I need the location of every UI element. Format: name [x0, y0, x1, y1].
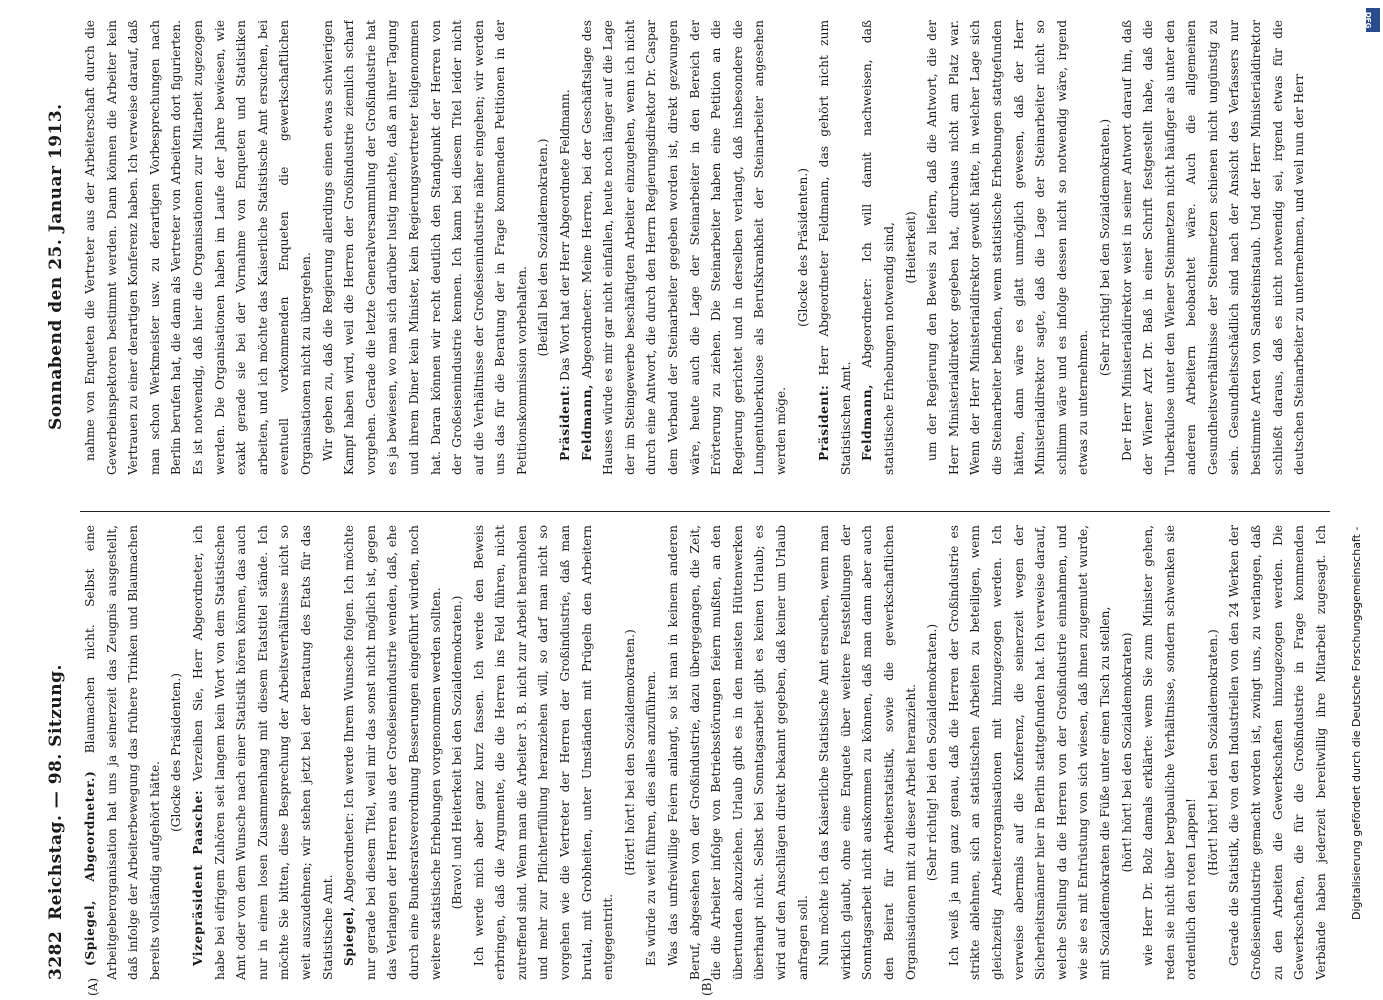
speaker-name: Spiegel,	[342, 906, 357, 966]
interjection-text: (Hört! hört! bei den Sozialdemokraten.)	[622, 629, 637, 876]
interjection-text: (Hört! hört! bei den Sozialdemokraten.)	[1205, 629, 1220, 876]
left-paragraph	[1224, 525, 1330, 980]
speaker-name: Präsident:	[558, 384, 573, 461]
left-paragraph	[620, 525, 642, 980]
margin-mark-a: (A)	[86, 977, 100, 996]
left-paragraph	[922, 525, 944, 980]
paragraph-text: nahme von Enqueten die Vertreter aus der Arbeiterschaft durch die Gewerbeinspektoren bestimmt werden. Dann können die Arbeiter kein Vertrauen zu einer derartigen Konferenz haben. Ich verweise darauf, daß man schon Werkmeister usw. zu derartigen Vorbesprechungen nach Berlin berufen hat, die dann als Vertreter von Arbeitern dort figurierten. Es ist notwendig, daß hier die Organisationen zur Mitarbeit zugezogen werden. Die Organisationen haben im Laufe der Jahre bewiesen, wie exakt gerade sie bei der Vornahme von Enqueten und Statistiken arbeiten, und ich möchte das Kaiserliche Statistische Amt ersuchen, bei eventuell vorkommenden Enqueten die gewerkschaftlichen Organisationen nicht zu übergehen.	[83, 20, 313, 475]
paragraph-text: Ich weiß ja nun ganz genau, daß die Herren der Großindustrie es strikte ablehnen, sich an statistischen Arbeiten zu beteiligen, wenn gleichzeitig Arbeiterorganisationen mit hinzugezogen werden. Ich verweise abermals auf die Konferenz, die seinerzeit wegen der Sicherheitsmänner hier in Berlin stattgefunden hat. Ich verweise darauf, welche Stellung da die Herren von der Großindustrie einnahmen, und wie sie es mit Entrüstung von sich wiesen, daß ihnen zugemutet wurde, mit Sozialdemokraten die Füße unter einen Tisch zu stellen,	[946, 525, 1112, 980]
left-paragraph	[188, 525, 339, 980]
left-paragraph	[663, 525, 814, 980]
left-paragraph	[1203, 525, 1225, 980]
paragraph-text: Verzeihen Sie, Herr Abgeordneter, ich habe bei eifrigem Zuhören seit langem kein Wort von dem Statistischen Amt oder von dem Wunsche nach einer Statistik hören können, das auch nur in einem losen Zusammenhang mit diesem Etatstitel stände. Ich möchte Sie bitten, diese Besprechung der Arbeitsverhältnisse nicht so weit auszudehnen; wir stehen jetzt bei der Beratung des Etats für das Statistische Amt.	[190, 525, 335, 980]
interjection-text: (Glocke des Präsidenten.)	[795, 167, 810, 328]
margin-mark-b: (B)	[700, 977, 714, 996]
right-paragraph	[555, 20, 577, 475]
header-date-right: Sonnabend den 25. Januar 1913.	[46, 103, 66, 430]
right-paragraph	[80, 20, 318, 475]
speaker-name: (Spiegel, Abgeordneter.)	[83, 770, 97, 966]
interjection-text: (Heiterkeit)	[903, 211, 918, 284]
paragraph-text: Wir geben zu, daß die Regierung allerdings einen etwas schwierigen Kampf haben wird, weil die Herren der Großindustrie ziemlich scharf vorgehen. Gerade die letzte Generalversammlung der Großindustrie hat es ja bewiesen, wo man sich darüber lustig machte, daß an ihrer Tagung und ihrem Diner kein Minister, kein Regierungsvertreter teilgenommen hat. Daran können wir recht deutlich den Standpunkt der Herren von der Großeisenindustrie kennen. Ich kann bei diesem Titel leider nicht auf die Verhältnisse der Großeisenindustrie näher eingehen; wir werden uns das für die Beratung der in Frage kommenden Petitionen in der Petitionskommission vorbehalten.	[320, 20, 529, 475]
right-paragraph	[533, 20, 555, 475]
left-paragraph	[1117, 525, 1139, 980]
left-paragraph	[814, 525, 922, 980]
text-column-left	[80, 525, 1330, 980]
paragraph-text: Gerade die Statistik, die von den Industriellen von den 24 Werken der Großeisenindustrie gemacht worden ist, zwingt uns, zu verlangen, daß zu den Arbeiten die Gewerkschaften hinzugezogen werden. Die Gewerkschaften, die für die Großindustrie in Frage kommenden Verbände haben jederzeit bereitwillig ihre Mitarbeit zugesagt. Ich	[1227, 525, 1328, 980]
speaker-name: Feldmann,	[579, 383, 594, 461]
paragraph-text: um der Regierung den Beweis zu liefern, daß die Antwort, die der Herr Ministerialdirektor gegeben hat, durchaus nicht am Platz war. Wenn der Herr Ministerialdirektor gewußt hätte, in welcher Lage sich die Steinarbeiter befinden, wenn statistische Erhebungen stattgefunden hätten, dann wäre es glatt unmöglich gewesen, daß der Herr Ministerialdirektor sagte, daß die Lage der Steinarbeiter nicht so schlimm wäre und es infolge dessen nicht so notwendig wäre, irgend etwas zu unternehmen.	[925, 20, 1091, 475]
right-paragraph	[901, 20, 923, 475]
paragraph-text: wie Herr Dr. Bolz damals erklärte: wenn Sie zum Minister gehen, reden sie nicht über bergbauliche Verhältnisse, sondern schwenken sie ordentlich den roten Lappen!	[1141, 525, 1199, 980]
text-column-right	[80, 20, 1330, 475]
paragraph-text: Der Herr Ministerialdirektor weist in seiner Antwort darauf hin, daß der Wiener Arzt Dr. Baß in einer Schrift festgestellt habe, daß die Tuberkulose unter den Wiener Steinmetzen nicht häufiger als unter den anderen Arbeitern beobachtet wäre. Auch die allgemeinen Gesundheitsverhältnisse der Steinmetzen schienen nicht ungünstig zu sein. Gesundheitsschädlich sind nach der Ansicht des Verfassers nur bestimmte Arten von Sandsteinstaub. Und der Herr Ministerialdirektor schließt daraus, daß es nicht notwendig sei, irgend etwas für die deutschen Steinarbeiter zu unternehmen, und weil nun der Herr	[1119, 20, 1307, 475]
left-paragraph	[1138, 525, 1203, 980]
paragraph-text: Abgeordneter: Ich will damit nachweisen, daß statistische Erhebungen notwendig sind,	[860, 20, 896, 475]
left-paragraph	[944, 525, 1117, 980]
header-title-left: Reichstag. — 98. Sitzung.	[46, 664, 66, 920]
rotated-newspaper-page	[40, 10, 1340, 996]
paragraph-text: Ich werde mich aber ganz kurz fassen. Ich werde den Beweis erbringen, daß die Argumente, die die Herren ins Feld führen, nicht zutreffend sind. Wenn man die Arbeiter 3. B. nicht zur Arbeit heranholen und mehr zur Pflichterfüllung heranziehen will, so darf man nicht so vorgehen wie die Vertreter der Herren der Großindustrie, daß man brutal, mit Grobheiten, unter Umständen mit Prügeln den Arbeitern entgegentritt.	[471, 525, 616, 980]
right-paragraph	[1117, 20, 1311, 475]
speaker-name: Präsident:	[817, 384, 832, 461]
paragraph-text: Es würde zu weit führen, dies alles anzuführen.	[644, 670, 659, 966]
interjection-text: (hört! hört! bei den Sozialdemokraten)	[1119, 632, 1134, 873]
column-divider	[80, 511, 1330, 512]
speaker-name: Vizepräsident Paasche:	[190, 789, 205, 966]
page-number: 3282	[46, 930, 66, 980]
speaker-name: Feldmann,	[860, 383, 875, 461]
interjection-text: (Sehr richtig! bei den Sozialdemokraten.)	[925, 623, 940, 882]
paragraph-text: Herr Abgeordneter Feldmann, das gehört nicht zum Statistischen Amt.	[817, 20, 853, 475]
right-paragraph	[318, 20, 534, 475]
paragraph-text: Blaumachen nicht. Selbst eine Arbeitgeberorganisation hat uns ja seinerzeit das Zeugnis ausgestellt, daß infolge der Arbeiterbewegung das frühere Trinken und Blaumachen bereits vollständig aufgehört hätte.	[83, 525, 162, 980]
digitization-credit	[1348, 20, 1368, 980]
right-paragraph	[577, 20, 793, 475]
dfg-logo: DFG	[1366, 8, 1380, 32]
left-paragraph	[166, 525, 188, 980]
right-paragraph	[814, 20, 857, 475]
left-paragraph	[339, 525, 447, 980]
left-paragraph	[447, 525, 469, 980]
right-paragraph	[922, 20, 1095, 475]
left-paragraph	[469, 525, 620, 980]
interjection-text: (Sehr richtig! bei den Sozialdemokraten.)	[1097, 118, 1112, 377]
interjection-text: (Glocke des Präsidenten.)	[169, 672, 184, 833]
right-paragraph	[857, 20, 900, 475]
paragraph-text: Abgeordneter: Ich werde Ihrem Wunsche folgen. Ich möchte nur gerade bei diesem Titel, weil mir das sonst nicht möglich ist, gegen das Verlangen der Herren aus der Großeisenindustrie wenden, daß, ehe durch eine Bundesratsverordnung Besserungen eingeführt würden, noch weitere statistische Erhebungen vorgenommen werden sollten.	[342, 525, 443, 980]
digitization-credit-text: Digitalisierung gefördert durch die Deutsche Forschungsgemeinschaft -	[1350, 526, 1363, 920]
paragraph-text: Abgeordneter: Meine Herren, bei der Geschäftslage des Hauses würde es mir gar nicht einfallen, heute noch länger auf die Lage der im Steingewerbe beschäftigten Arbeiter einzugehen, wenn ich nicht durch eine Antwort, die durch den Herrn Regierungsdirektor Dr. Caspar dem Verband der Steinarbeiter gegeben worden ist, direkt gezwungen wäre, heute auch die Lage der Steinarbeiter in den Bereich der Erörterung zu ziehen. Die Steinarbeiter haben eine Petition an die Regierung gerichtet und in derselben verlangt, daß insbesondere die Lungentuberkulose als Berufskrankheit der Steinarbeiter angesehen werden möge.	[579, 20, 788, 475]
paragraph-text: Nun möchte ich das Kaiserliche Statistische Amt ersuchen, wenn man wirklich glaubt, ohne eine Enquete über weitere Feststellungen der Sonntagsarbeit nicht auskommen zu können, daß man dann aber auch den Beirat für Arbeiterstatistik, sowie die gewerkschaftlichen Organisationen mit zu dieser Arbeit heranzieht.	[817, 525, 918, 980]
paragraph-text: Was das unfreiwillige Feiern anlangt, so ist man in keinem anderen Beruf, abgesehen von der Großindustrie, dazu übergegangen, die Zeit, die die Arbeiter infolge von Betriebsstörungen feiern mußten, an den übertunden abzuziehen. Urlaub gibt es in den meisten Hüttenwerken überhaupt nicht. Selbst bei Sonntagsarbeit gibt es keinen Urlaub; es wird auf den Anschlägen direkt bekannt gegeben, daß keiner um Urlaub anfragen soll.	[666, 525, 810, 980]
left-paragraph	[80, 525, 166, 980]
right-paragraph	[1095, 20, 1117, 475]
interjection-text: (Beifall bei den Sozialdemokraten.)	[536, 138, 551, 357]
left-paragraph	[641, 525, 663, 980]
paragraph-text: Das Wort hat der Herr Abgeordnete Feldmann.	[558, 89, 573, 381]
right-paragraph	[793, 20, 815, 475]
interjection-text: (Bravo! und Heiterkeit bei den Sozialdemokraten.)	[450, 595, 465, 910]
page-header	[40, 10, 74, 990]
